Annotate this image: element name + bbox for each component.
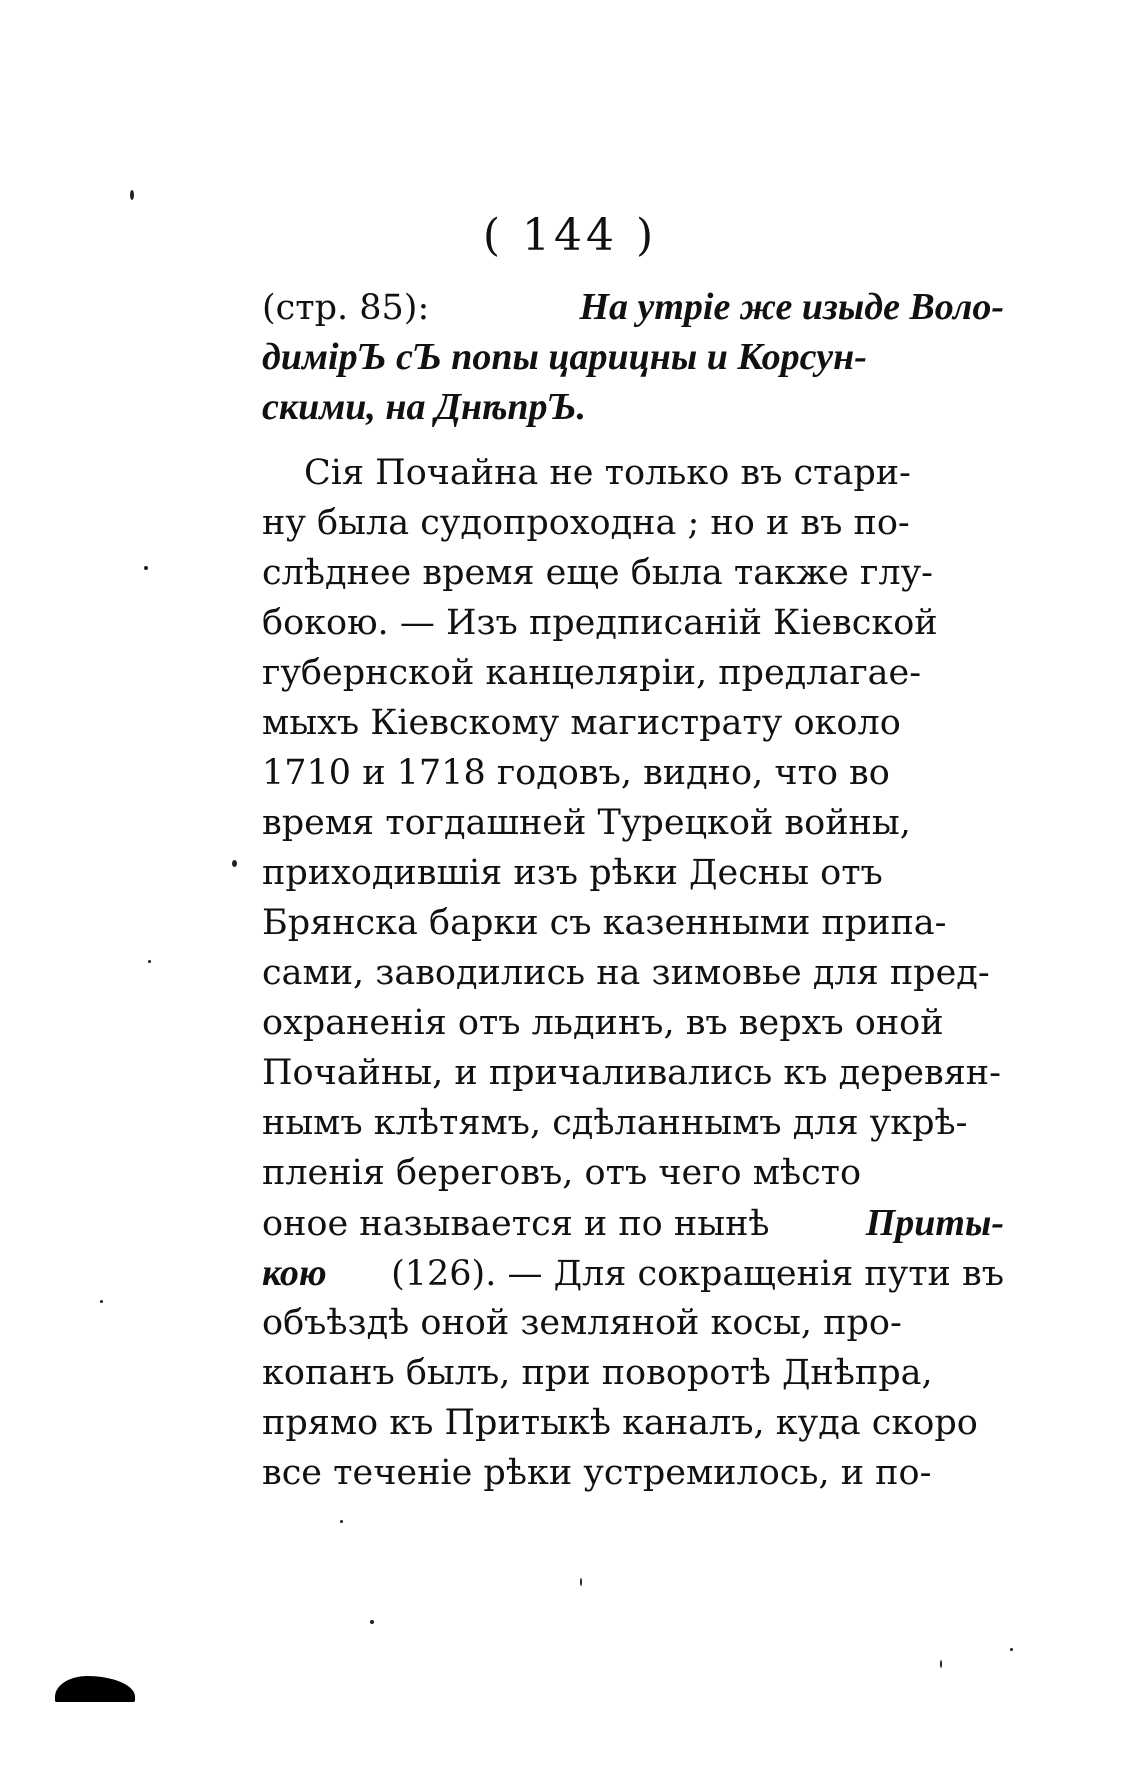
page-number: ( 144 ) [482,210,658,261]
line-text: слѣднее время еще была также глу- [262,553,933,593]
print-speck [940,1660,942,1668]
ink-blot [55,1676,135,1702]
body-text [262,282,1004,1498]
line-text: Брянска барки съ казенными припа- [262,903,947,943]
line-text: охраненія отъ льдинъ, въ верхъ оной [262,1003,944,1043]
line-text: мыхъ Кіевскому магистрату около [262,703,901,743]
text-line [262,382,1004,432]
print-speck [580,1578,582,1586]
line-text: время тогдашней Турецкой войны, [262,803,911,843]
line-text: губернской канцеляріи, предлагае- [262,653,922,693]
line-text: Почайны, и причаливались къ деревян- [262,1053,1001,1093]
text-line [262,798,1004,848]
quoted-chronicle-text: димірЪ сЪ попы царицны и Корсун- [262,336,867,378]
print-speck [340,1520,343,1523]
print-speck [232,860,237,867]
text-line [262,1348,1004,1398]
text-line [262,1398,1004,1448]
line-text: пленія береговъ, отъ чего мѣсто [262,1153,862,1193]
text-line [262,1098,1004,1148]
place-name-italic: кою [262,1252,327,1294]
text-line [262,448,1004,498]
text-line [262,548,1004,598]
paragraph-gap [262,432,1004,448]
line-text: копанъ былъ, при поворотѣ Днѣпра, [262,1353,933,1393]
text-line [262,1198,1004,1248]
print-speck [370,1620,374,1624]
place-name-italic: Приты- [865,1202,1004,1244]
text-line [262,998,1004,1048]
quoted-chronicle-text: На утріе же изыде Воло- [579,286,1004,328]
text-line [262,332,1004,382]
quoted-chronicle-text: скими, на ДнѣпрЪ. [262,386,586,428]
line-text: ну была судопроходна ; но и въ по- [262,503,910,543]
line-text: 1710 и 1718 годовъ, видно, что во [262,753,890,793]
line-text: прямо къ Притыкѣ каналъ, куда скоро [262,1403,978,1443]
text-line [262,1148,1004,1198]
text-line [262,1448,1004,1498]
text-line [262,948,1004,998]
citation: (стр. 85): [262,288,430,328]
text-line [262,598,1004,648]
line-text: нымъ клѣтямъ, сдѣланнымъ для укрѣ- [262,1103,968,1143]
print-speck [144,566,148,570]
line-text: приходившія изъ рѣки Десны отъ [262,853,883,893]
text-line [262,498,1004,548]
text-line [262,1248,1004,1298]
print-speck [130,190,134,200]
print-speck [148,960,151,963]
line-text: оное называется и по нынѣ [262,1204,770,1244]
line-text: сами, заводились на зимовье для пред- [262,953,990,993]
print-speck [1010,1648,1013,1651]
text-line [262,848,1004,898]
line-text: объѣздѣ оной земляной косы, про- [262,1303,902,1343]
line-text: бокою. — Изъ предписаній Кіевской [262,603,938,643]
print-speck [100,1300,103,1303]
line-text: все теченіе рѣки устремилось, и по- [262,1453,932,1493]
line-text: (126). — Для сокращенія пути въ [391,1254,1004,1294]
text-line [262,1298,1004,1348]
text-line [262,282,1004,332]
text-line [262,898,1004,948]
text-line [262,1048,1004,1098]
line-text: Сія Почайна не только въ стари- [304,453,911,493]
text-line [262,648,1004,698]
text-line [262,748,1004,798]
text-line [262,698,1004,748]
